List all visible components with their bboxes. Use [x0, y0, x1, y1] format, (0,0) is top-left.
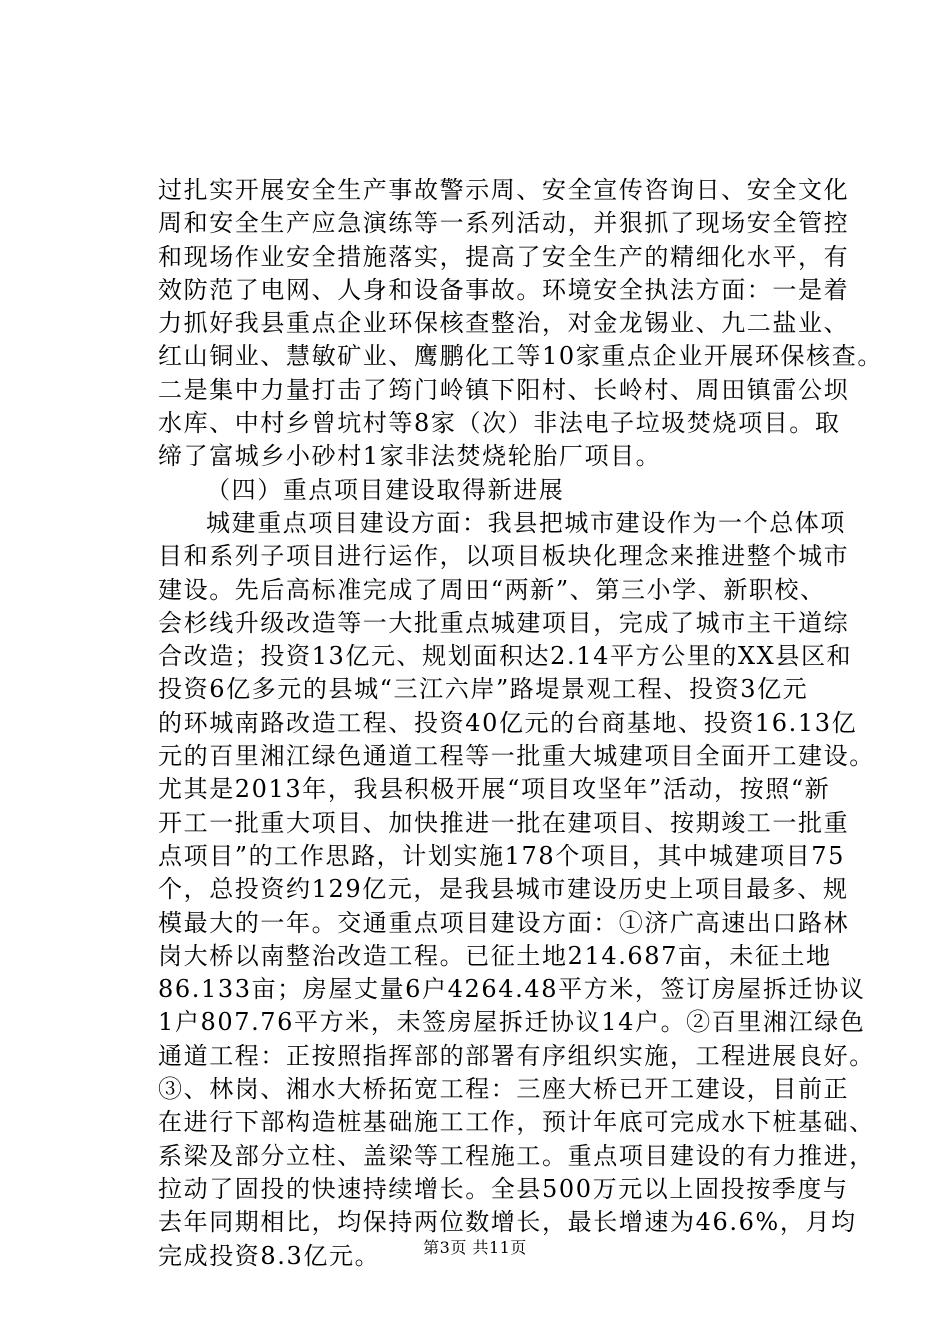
body-text-line: 效防范了电网、人身和设备事故。环境安全执法方面：一是着 [158, 275, 850, 304]
body-text-line: 目和系列子项目进行运作，以项目板块化理念来推进整个城市 [158, 542, 850, 571]
body-text-line: 的环城南路改造工程、投资40亿元的台商基地、投资16.13亿 [158, 708, 858, 737]
body-text-line: 个，总投资约129亿元，是我县城市建设历史上项目最多、规 [158, 875, 849, 904]
body-text-line: 投资6亿多元的县城“三江六岸”路堤景观工程、投资3亿元 [158, 675, 809, 704]
body-text-line: 去年同期相比，均保持两位数增长，最长增速为46.6%，月均 [158, 1208, 857, 1237]
body-text-line: 合改造；投资13亿元、规划面积达2.14平方公里的XX县区和 [158, 642, 853, 671]
body-text-line: 完成投资8.3亿元。 [158, 1241, 381, 1270]
body-text-line: 尤其是2013年，我县积极开展“项目攻坚年”活动，按照“新 [158, 775, 831, 804]
body-text-line: 会杉线升级改造等一大批重点城建项目，完成了城市主干道综 [158, 608, 850, 637]
body-text-line: ③、林岗、湘水大桥拓宽工程：三座大桥已开工建设，目前正 [158, 1075, 850, 1104]
body-text-line: 缔了富城乡小砂村1家非法焚烧轮胎厂项目。 [158, 442, 662, 471]
body-text-line: 岗大桥以南整治改造工程。已征土地214.687亩，未征土地 [158, 941, 832, 970]
body-text-line: 水库、中村乡曾坑村等8家（次）非法电子垃圾焚烧项目。取 [158, 409, 841, 438]
body-text-line: 元的百里湘江绿色通道工程等一批重大城建项目全面开工建设。 [158, 742, 875, 771]
body-text-line: 系梁及部分立柱、盖梁等工程施工。重点项目建设的有力推进， [158, 1141, 875, 1170]
body-text-line: 城建重点项目建设方面：我县把城市建设作为一个总体项 [206, 508, 846, 537]
body-text-line: 力抓好我县重点企业环保核查整治，对金龙锡业、九二盐业、 [158, 309, 850, 338]
body-text-line: 周和安全生产应急演练等一系列活动，并狠抓了现场安全管控 [158, 209, 850, 238]
body-text-line: 1户807.76平方米，未签房屋拆迁协议14户。②百里湘江绿色 [158, 1008, 866, 1037]
document-body [158, 174, 883, 1273]
body-text-line: 红山铜业、慧敏矿业、鹰鹏化工等10家重点企业开展环保核查。 [158, 342, 883, 371]
body-text-line: 86.133亩；房屋丈量6户4264.48平方米，签订房屋拆迁协议 [158, 975, 866, 1004]
section-heading: （四）重点项目建设取得新进展 [206, 475, 565, 504]
body-text-line: 拉动了固投的快速持续增长。全县500万元以上固投按季度与 [158, 1174, 849, 1203]
body-text-line: 模最大的一年。交通重点项目建设方面：①济广高速出口路林 [158, 908, 850, 937]
body-text-line: 通道工程：正按照指挥部的部署有序组织实施，工程进展良好。 [158, 1041, 875, 1070]
page-footer: 第3页 共11页 [423, 1238, 527, 1257]
body-text-line: 建设。先后高标准完成了周田“两新”、第三小学、新职校、 [158, 575, 826, 604]
body-text-line: 二是集中力量打击了筠门岭镇下阳村、长岭村、周田镇雷公坝 [158, 375, 850, 404]
body-text-line: 点项目”的工作思路，计划实施178个项目，其中城建项目75 [158, 841, 846, 870]
body-text-line: 和现场作业安全措施落实，提高了安全生产的精细化水平，有 [158, 242, 850, 271]
body-text-line: 过扎实开展安全生产事故警示周、安全宣传咨询日、安全文化 [158, 176, 850, 204]
body-text-line: 开工一批重大项目、加快推进一批在建项目、按期竣工一批重 [158, 808, 850, 837]
body-text-line: 在进行下部构造桩基础施工工作，预计年底可完成水下桩基础、 [158, 1108, 875, 1137]
